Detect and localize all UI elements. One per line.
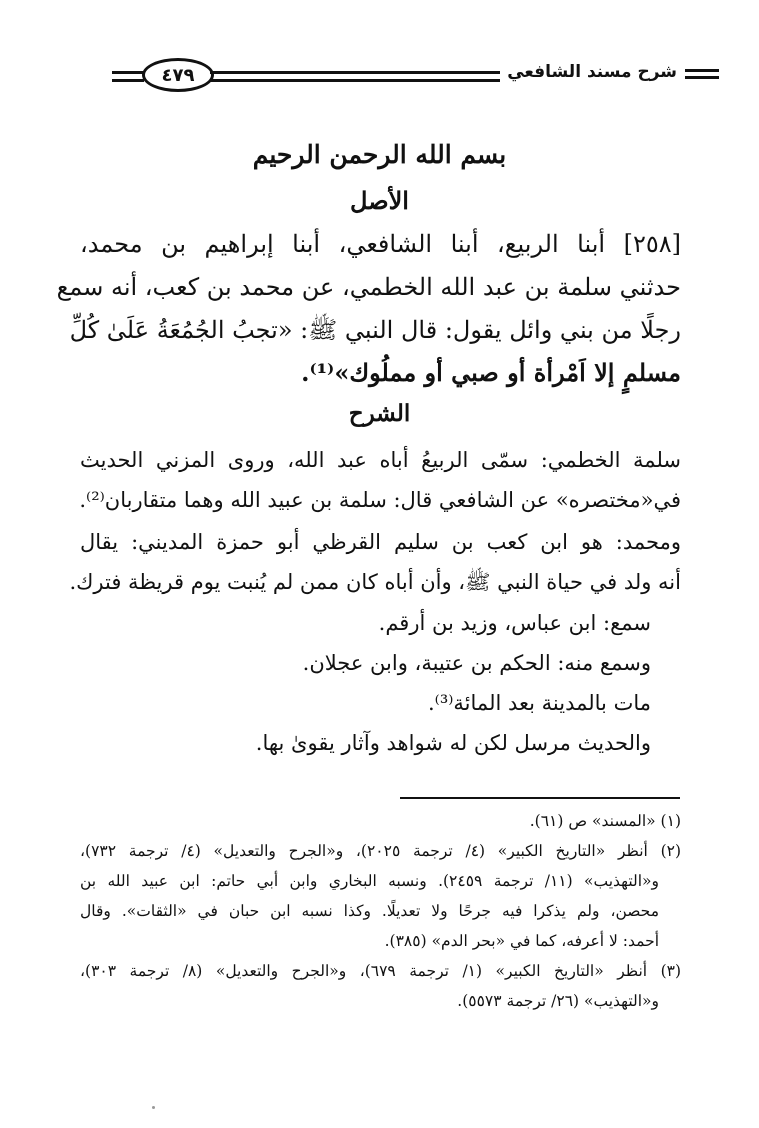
footnote-line: (٢) أنظر «التاريخ الكبير» (٤/ ترجمة ٢٠٢٥)، و«الجرح والتعديل» (٤/ ترجمة ٧٣٢)، xyxy=(80,842,682,860)
footnote-separator xyxy=(400,797,680,799)
footnote-line: محصن، ولم يذكرا فيه جرحًا ولا تعديلًا. وكذا نسبه ابن حبان في «الثقات». وقال xyxy=(80,902,659,920)
footnote-line: و«التهذيب» (٢٦/ ترجمة ٥٥٧٣). xyxy=(457,992,659,1010)
sharh-line: سلمة الخطمي: سمّى الربيعُ أباه عبد الله، وروى المزني الحديث xyxy=(80,448,681,472)
footnote-line: و«التهذيب» (١١/ ترجمة ٢٤٥٩). ونسبه البخاري وابن أبي حاتم: ابن عبيد الله بن xyxy=(80,872,659,890)
asl-line: [٢٥٨] أبنا الربيع، أبنا الشافعي، أبنا إبراهيم بن محمد، xyxy=(80,230,681,258)
header-ornament-dash xyxy=(685,69,719,79)
section-heading-asl: الأصل xyxy=(350,186,409,215)
asl-line: حدثني سلمة بن عبد الله الخطمي، عن محمد بن كعب، أنه سمع xyxy=(56,273,681,301)
asl-line: رجلًا من بني وائل يقول: قال النبي ﷺ: «تجبُ الجُمُعَةُ عَلَىٰ كُلِّ xyxy=(69,316,681,344)
footnote-line: (١) «المسند» ص (٦١). xyxy=(529,812,681,830)
header-rule xyxy=(210,79,500,82)
running-header-title: شرح مسند الشافعي xyxy=(507,62,677,82)
sharh-line: سمع: ابن عباس، وزيد بن أرقم. xyxy=(378,611,651,635)
header-rule xyxy=(210,71,500,74)
footnote-line: (٣) أنظر «التاريخ الكبير» (١/ ترجمة ٦٧٩)، و«الجرح والتعديل» (٨/ ترجمة ٣٠٣)، xyxy=(80,962,682,980)
header-rule-left xyxy=(112,71,144,74)
sharh-line: والحديث مرسل لكن له شواهد وآثار يقوىٰ بها. xyxy=(255,731,651,755)
page-number: ٤٧٩ xyxy=(161,64,195,86)
sharh-line: وسمع منه: الحكم بن عتيبة، وابن عجلان. xyxy=(302,651,651,675)
basmala: بسم الله الرحمن الرحيم xyxy=(252,140,507,169)
sharh-line: مات بالمدينة بعد المائة⁽³⁾. xyxy=(428,691,651,715)
sharh-line: ومحمد: هو ابن كعب بن سليم القرظي أبو حمزة المديني: يقال xyxy=(80,530,681,554)
footnote-line: أحمد: لا أعرفه، كما في «بحر الدم» (٣٨٥). xyxy=(384,932,659,950)
sharh-line: في«مختصره» عن الشافعي قال: سلمة بن عبيد الله وهما متقاربان⁽²⁾. xyxy=(79,488,681,512)
sharh-line: أنه ولد في حياة النبي ﷺ، وأن أباه كان ممن لم يُنبت يوم قريظة فترك. xyxy=(69,570,681,594)
page-speck xyxy=(152,1106,155,1109)
asl-line: مسلمٍ إلا اَمْرأة أو صبي أو مملُوك»⁽¹⁾. xyxy=(301,358,681,387)
page-number-badge xyxy=(142,58,214,92)
section-heading-sharh: الشرح xyxy=(348,400,411,427)
header-rule-left xyxy=(112,79,144,82)
